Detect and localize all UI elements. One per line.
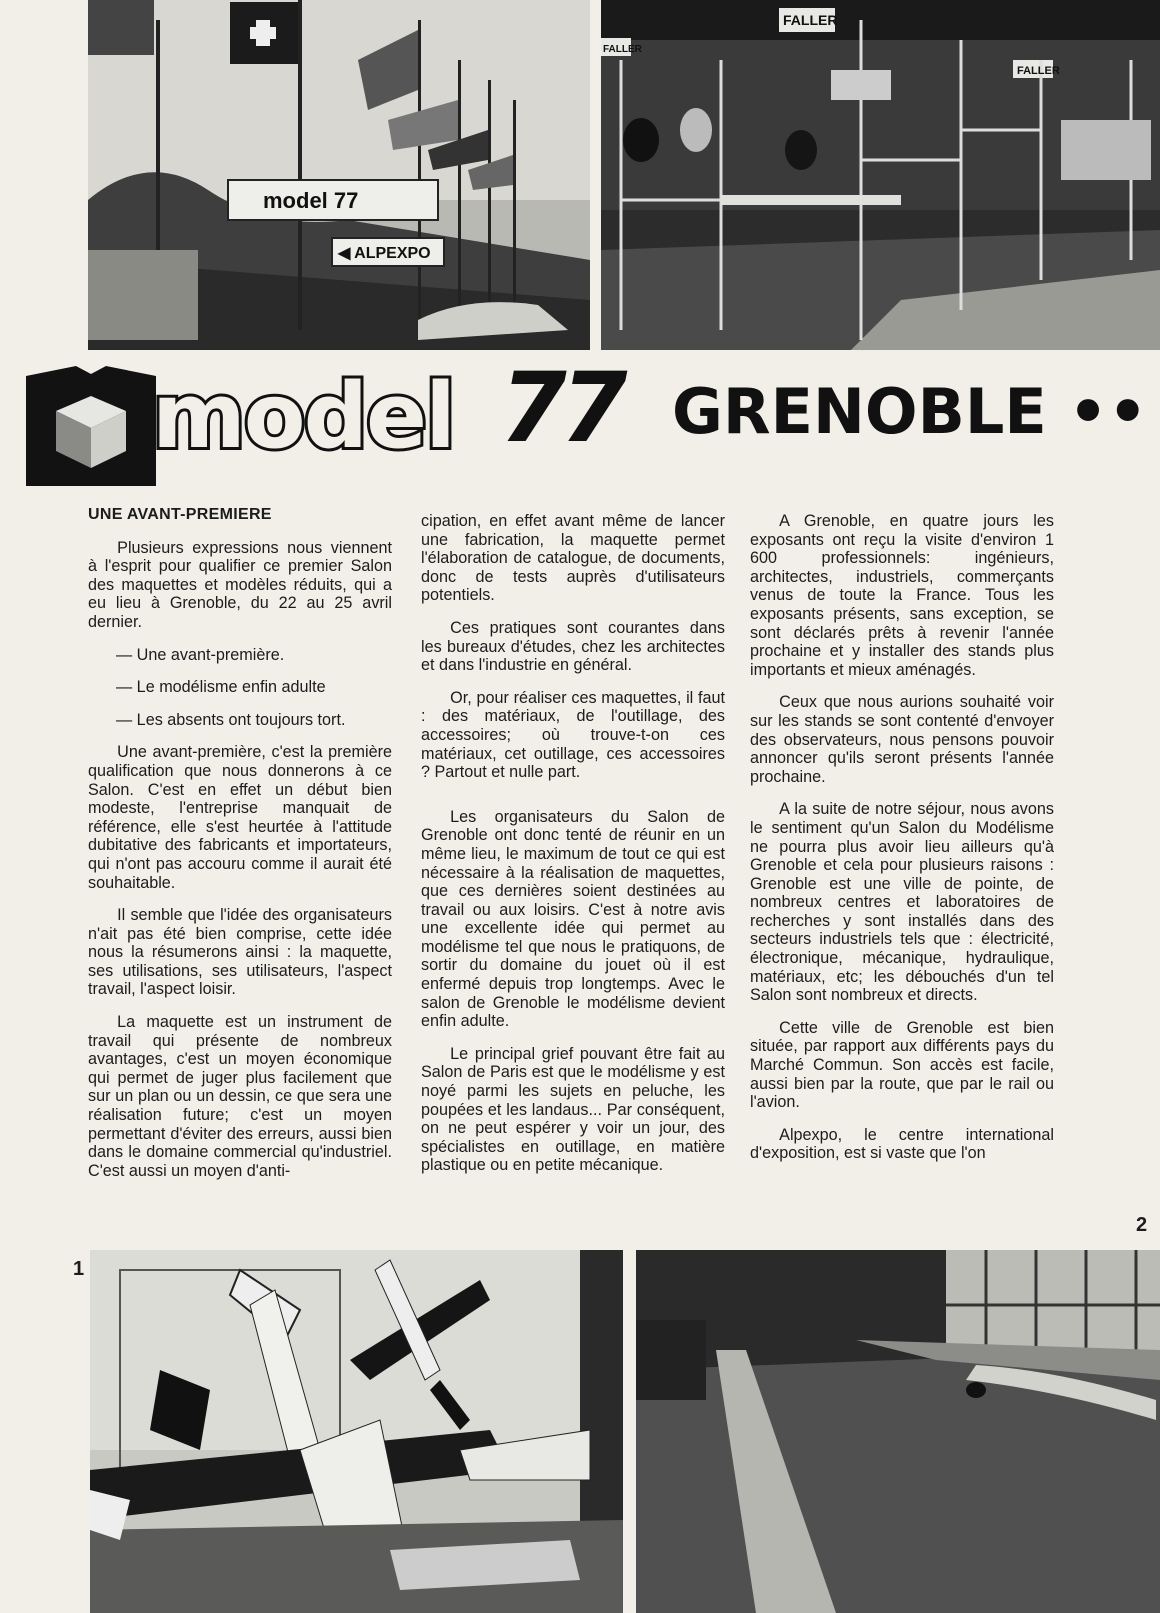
entrance-sign-text: model 77 — [263, 188, 359, 213]
list-item: — Une avant-première. — [116, 645, 285, 664]
photo-faller-stand — [601, 0, 1160, 350]
paragraph: Les organisateurs du Salon de Grenoble ont donc tenté de réunir en un même lieu, le maximum de tout ce qui est nécessaire à la réalisation de maquettes, que ces dernières soient destinées au travail ou aux loisirs. C'est à notre avis une excellente idée qui permet au modélisme tel que nous le pratiquons, de sortir du domaine du jouet où il est enfermé depuis trop longtemps. Avec le salon de Grenoble le modélisme devient enfin adulte. — [421, 807, 725, 1031]
logo-word-model: model — [152, 364, 454, 469]
paragraph: Plusieurs expressions nous viennent à l'esprit pour qualifier ce premier Salon des maquettes et modèles réduits, qui a eu lieu à Grenoble, du 22 au 25 avril dernier. — [88, 538, 392, 631]
page-number-left: 1 — [73, 1258, 85, 1280]
model77-logo-mark — [16, 356, 166, 491]
paragraph: A la suite de notre séjour, nous avons le sentiment qu'un Salon du Modélisme ne pourra plus avoir lieu ailleurs qu'à Grenoble et cela pour plusieurs raisons : Grenoble est une ville de pointe, de nombreux centres et laboratoires de recherches y sont installés dans des secteurs industriels tels que : électricité, électronique, mécanique, hydraulique, matériaux, etc; les débouchés d'un tel Salon sont nombreux et directs. — [750, 800, 1054, 1005]
paragraph: Il semble que l'idée des organisateurs n'ait pas été bien comprise, cette idée nous la résumerons ainsi : la maquette, ses utilisations, ses utilisateurs, l'aspect travail, l'aspect loisir. — [88, 906, 392, 999]
paragraph: La maquette est un instrument de travail qui présente de nombreux avantages, c'est un moyen économique qui permet de juger plus facilement que sur un plan ou un dessin, ce que sera une réalisation future; c'est un moyen permettant d'éviter des erreurs, aussi bien dans le domaine commercial qu'industriel. C'est aussi un moyen d'anti- — [88, 1013, 392, 1180]
paragraph: Une avant-première, c'est la première qualification que nous donnerons à ce Salon. C'est en effet un début bien modeste, l'entreprise manquait de référence, elle s'est heurtée à l'attitude dubitative des fabricants et importateurs, qui n'ont pas accouru comme il aurait été souhaitable. — [88, 743, 392, 892]
paragraph: A Grenoble, en quatre jours les exposants ont reçu la visite d'environ 1 600 professionnels: ingénieurs, architectes, industriels, commerçants venus de toute la France. Tous les exposants présents, sans exception, se sont déclarés prêts à revenir l'année prochaine et y installer des stands plus importants et mieux aménagés. — [750, 512, 1054, 679]
logo-number-77: 77 — [500, 352, 622, 464]
faller-sign-text: FALLER — [603, 44, 642, 55]
photo-model-airplanes — [90, 1250, 623, 1613]
paragraph: Alpexpo, le centre international d'exposition, est si vaste que l'on — [750, 1125, 1054, 1163]
section-heading: UNE AVANT-PREMIERE — [88, 506, 272, 523]
text-column-3 — [750, 512, 1054, 1177]
paragraph: Or, pour réaliser ces maquettes, il faut : des matériaux, de l'outillage, des accessoires; où trouve-t-on ces matériaux, cet outillage, ces accessoires ? Partout et nulle part. — [421, 688, 725, 782]
faller-sign-text: FALLER — [1017, 65, 1060, 77]
paragraph: Ceux que nous aurions souhaité voir sur les stands se sont contenté d'envoyer des observateurs, nous pensons pouvoir annoncer qu'ils seront présents l'année prochaine. — [750, 693, 1054, 786]
text-column-2 — [421, 512, 725, 1189]
paragraph: cipation, en effet avant même de lancer une fabrication, la maquette permet l'élaboration de catalogue, de documents, donc de tests auprès d'utilisateurs potentiels. — [421, 512, 725, 605]
faller-sign-text: FALLER — [783, 12, 838, 28]
paragraph: Le principal grief pouvant être fait au Salon de Paris est que le modélisme y est noyé parmi les sujets en peluche, les poupées et les landaus... Par conséquent, on ne peut espérer y voir un jour, des spécialistes en outillage, en matière plastique ou en petite mécanique. — [421, 1044, 725, 1175]
alpexpo-sign-text: ◀ ALPEXPO — [338, 245, 431, 262]
text-column-1 — [88, 506, 392, 1194]
paragraph: Cette ville de Grenoble est bien située, par rapport aux différents pays du Marché Commun. Son accès est facile, aussi bien par la route, que par le rail ou l'avion. — [750, 1018, 1054, 1112]
paragraph: Ces pratiques sont courantes dans les bureaux d'études, chez les architectes et dans l'industrie en général. — [421, 618, 725, 675]
city-title: GRENOBLE •• — [672, 375, 1148, 448]
photo-flags-entrance — [88, 0, 590, 350]
list-item: — Les absents ont toujours tort. — [116, 710, 346, 729]
list-item: — Le modélisme enfin adulte — [116, 678, 326, 697]
page-number-right: 2 — [1136, 1214, 1148, 1236]
photo-race-track — [636, 1250, 1160, 1613]
